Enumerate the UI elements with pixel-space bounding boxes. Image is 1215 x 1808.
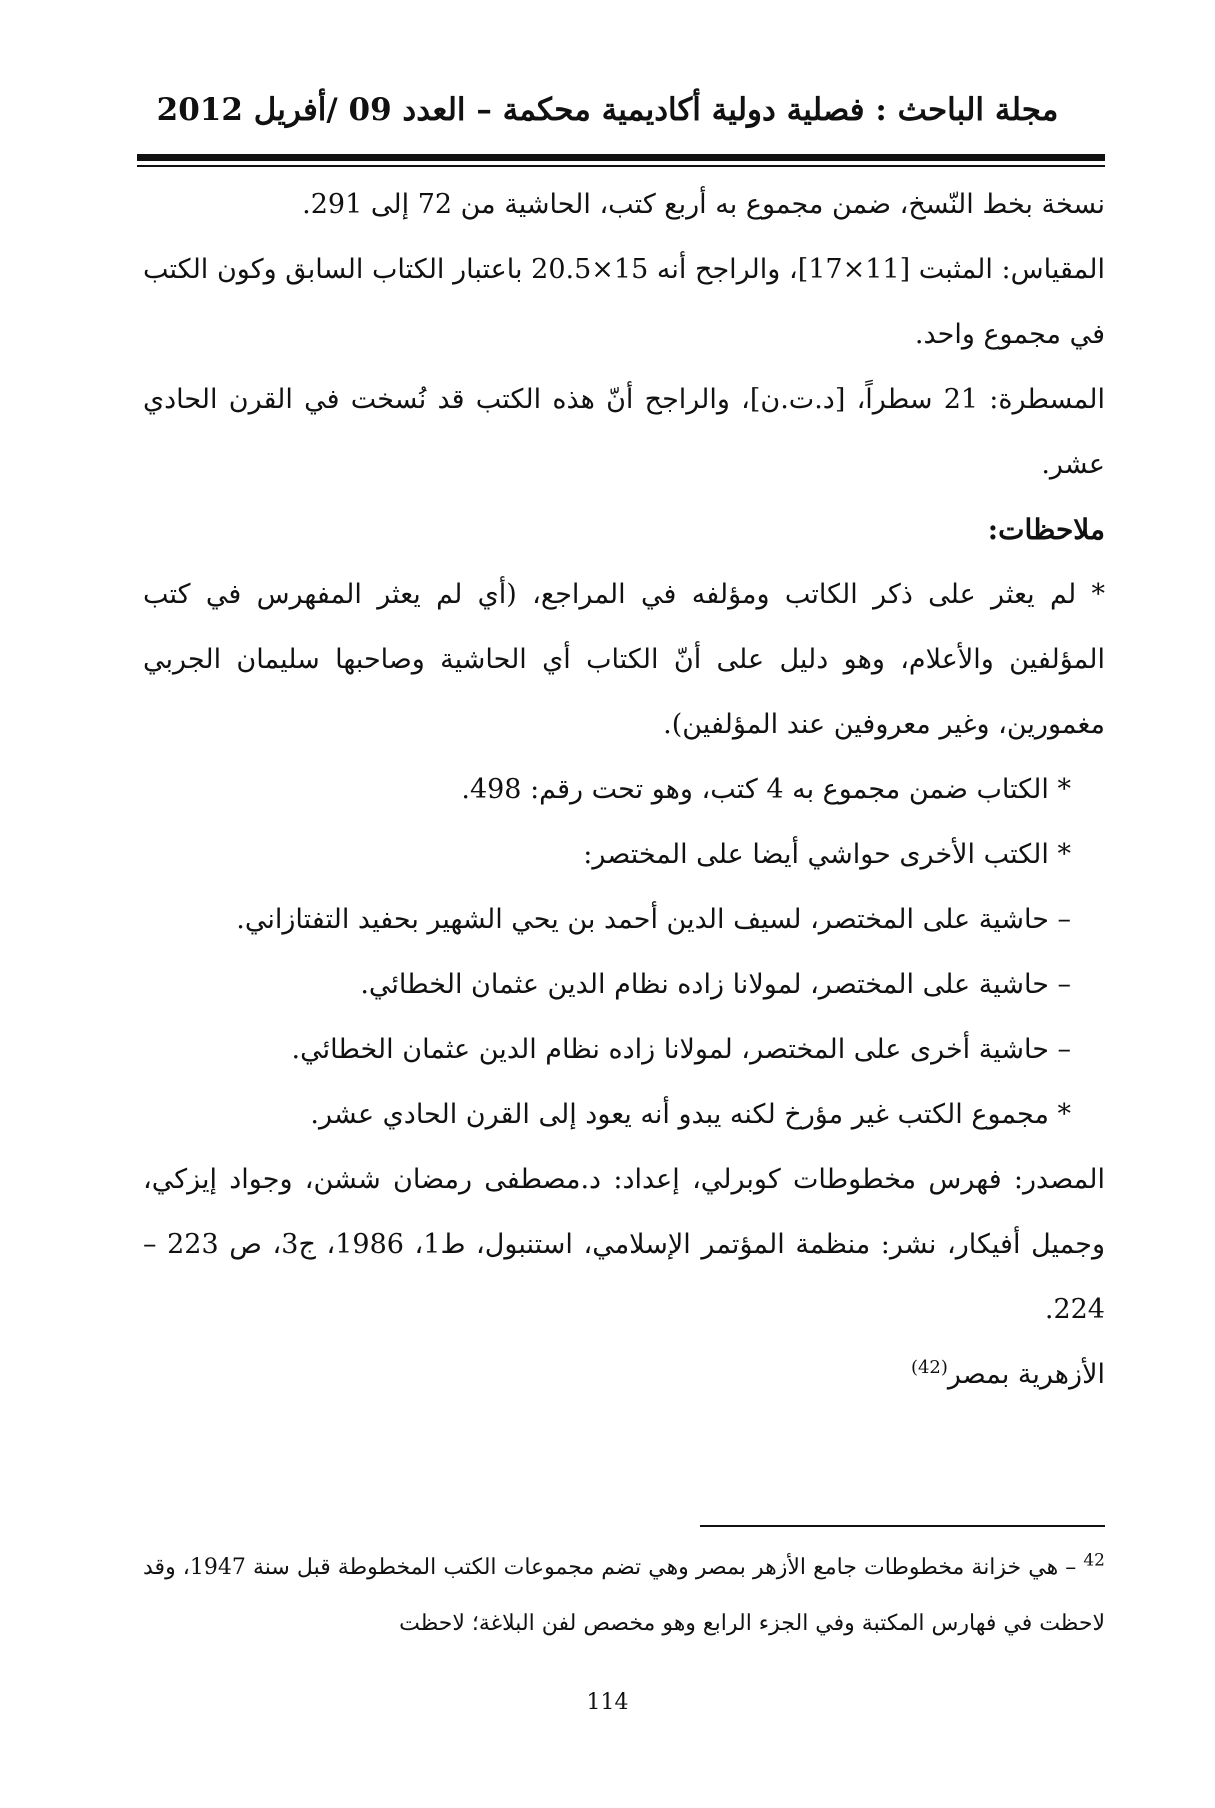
header-rule-thin: [137, 165, 1105, 167]
footnote-reference: (42): [910, 1357, 948, 1378]
note-undated-collection: * مجموع الكتب غير مؤرخ لكنه يبدو أنه يعود إلى القرن الحادي عشر.: [310, 1099, 1071, 1130]
body-text: [143, 172, 1105, 1407]
dimensions-paragraph: المقياس: المثبت [11×17]، والراجح أنه 15×20.5 باعتبار الكتاب السابق وكون الكتب في مجموع واحد.: [143, 254, 1105, 350]
header-rule-thick: [137, 154, 1105, 161]
list-item-khatai-2: – حاشية أخرى على المختصر، لمولانا زاده نظام الدين عثمان الخطائي.: [291, 1034, 1071, 1065]
footnote: [143, 1540, 1105, 1652]
footnote-number: 42: [1083, 1550, 1105, 1571]
azhar-library-label: الأزهرية بمصر: [947, 1359, 1105, 1390]
note-collection-number: * الكتاب ضمن مجموع به 4 كتب، وهو تحت رقم: 498.: [461, 774, 1071, 805]
footnote-text: – هي خزانة مخطوطات جامع الأزهر بمصر وهي تضم مجموعات الكتب المخطوطة قبل سنة 1947، وقد لاحظت في فهارس المكتبة وفي الجزء الرابع وهو مخصص لفن البلاغة؛ لاحظت: [143, 1555, 1105, 1636]
azhar-library-heading: [143, 1342, 1105, 1407]
page-number: 114: [586, 1690, 629, 1715]
notes-heading: ملاحظات:: [987, 513, 1105, 546]
ruling-paragraph: المسطرة: 21 سطراً، [د.ت.ن]، والراجح أنّ هذه الكتب قد نُسخت في القرن الحادي عشر.: [143, 384, 1105, 480]
note-author-unknown: * لم يعثر على ذكر الكاتب ومؤلفه في المراجع، (أي لم يعثر المفهرس في كتب المؤلفين والأعلام، وهو دليل على أنّ الكتاب أي الحاشية وصاحبها سليمان الجربي مغمورين، وغير معروفين عند المؤلفين).: [143, 579, 1105, 740]
list-item-taftazani: – حاشية على المختصر، لسيف الدين أحمد بن يحي الشهير بحفيد التفتازاني.: [236, 904, 1071, 935]
list-item-khatai-1: – حاشية على المختصر، لمولانا زاده نظام الدين عثمان الخطائي.: [360, 969, 1071, 1000]
journal-header-title: مجلة الباحث : فصلية دولية أكاديمية محكمة – العدد 09 /أفريل 2012: [156, 92, 1059, 128]
source-paragraph: المصدر: فهرس مخطوطات كوبرلي، إعداد: د.مصطفى رمضان ششن، وجواد إيزكي، وجميل أفيكار، نشر: منظمة المؤتمر الإسلامي، استنبول، ط1، 1986، ج3، ص 223 – 224.: [143, 1164, 1105, 1325]
footnote-separator: [700, 1525, 1105, 1527]
copy-description-paragraph: نسخة بخط النّسخ، ضمن مجموع به أربع كتب، الحاشية من 72 إلى 291.: [302, 189, 1105, 220]
note-other-books: * الكتب الأخرى حواشي أيضا على المختصر:: [583, 839, 1071, 870]
